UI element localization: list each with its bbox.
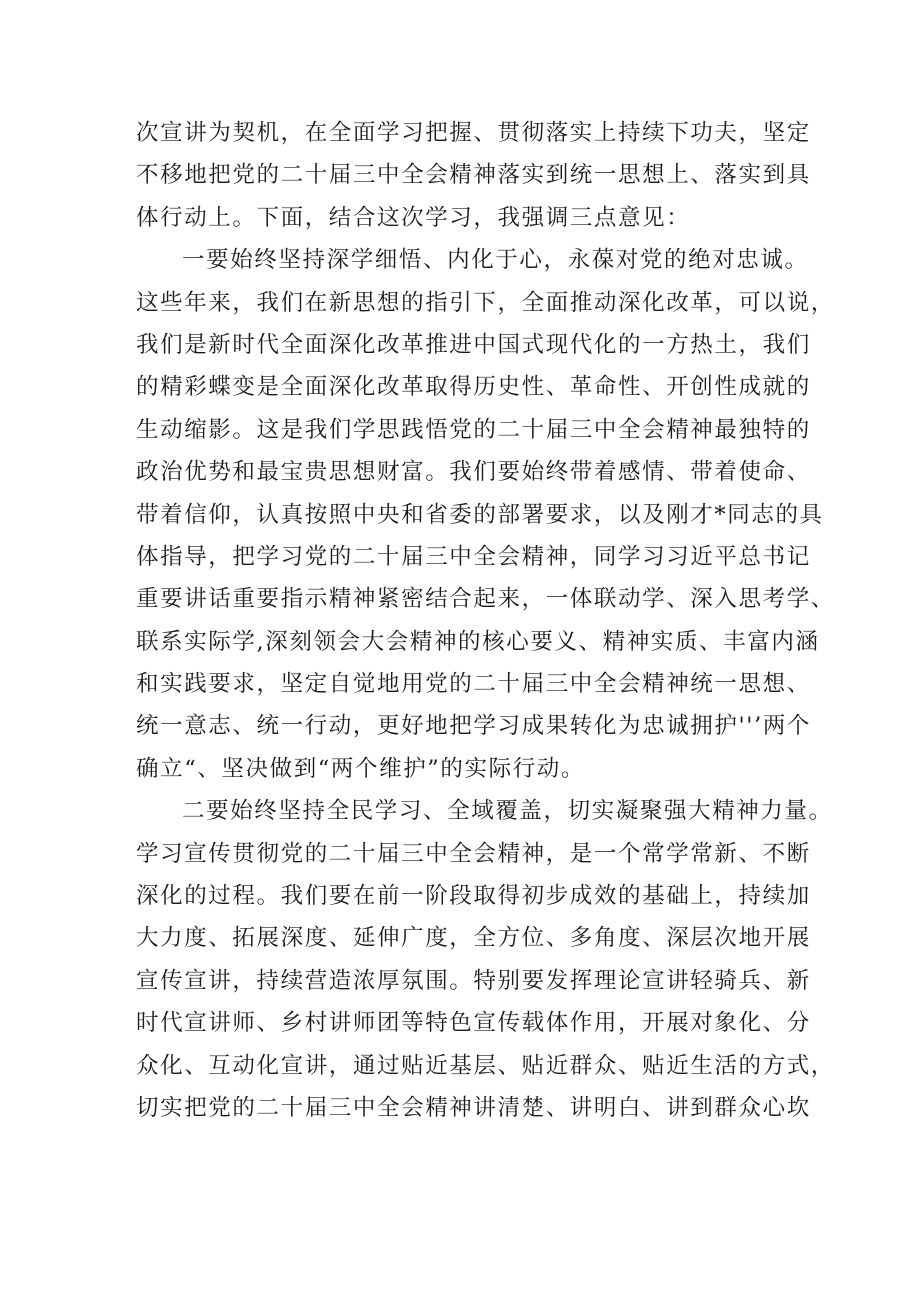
text-line: 体指导，把学习党的二十届三中全会精神，同学习习近平总书记 [136, 543, 811, 570]
text-line: 宣传宣讲，持续营造浓厚氛围。特别要发挥理论宣讲轻骑兵、新 [136, 967, 811, 994]
text-line: 学习宣传贯彻党的二十届三中全会精神，是一个常学常新、不断 [136, 840, 811, 867]
text-line: 时代宣讲师、乡村讲师团等特色宣传载体作用，开展对象化、分 [136, 1010, 811, 1037]
document-body [136, 112, 835, 1129]
text-line: 次宣讲为契机，在全面学习把握、贯彻落实上持续下功夫，坚定 [136, 120, 811, 146]
text-line: 大力度、拓展深度、延伸广度，全方位、多角度、深层次地开展 [136, 925, 811, 952]
text-line: 不移地把党的二十届三中全会精神落实到统一思想上、落实到具 [136, 162, 811, 189]
text-line: 生动缩影。这是我们学思践悟党的二十届三中全会精神最独特的 [136, 416, 811, 443]
text-line: 这些年来，我们在新思想的指引下，全面推动深化改革，可以说， [136, 289, 835, 316]
paragraph-heading-1: 一要始终坚持深学细悟、内化于心，永葆对党的绝对忠诚。 [182, 247, 809, 274]
text-line: 和实践要求，坚定自觉地用党的二十届三中全会精神统一思想、 [136, 671, 811, 698]
text-line: 切实把党的二十届三中全会精神讲清楚、讲明白、讲到群众心坎 [136, 1094, 811, 1121]
paragraph-heading-2: 二要始终坚持全民学习、全域覆盖，切实凝聚强大精神力量。 [182, 798, 833, 825]
text-line: 确立“、坚决做到“两个维护”的实际行动。 [136, 755, 586, 782]
text-line: 统一意志、统一行动，更好地把学习成果转化为忠诚拥护''’两个 [136, 713, 812, 740]
text-line: 联系实际学,深刻领会大会精神的核心要义、精神实质、丰富内涵 [136, 628, 820, 655]
text-line: 带着信仰，认真按照中央和省委的部署要求，以及刚才*同志的具 [136, 501, 824, 528]
text-line: 我们是新时代全面深化改革推进中国式现代化的一方热土，我们 [136, 331, 811, 358]
text-line: 政治优势和最宝贵思想财富。我们要始终带着感情、带着使命、 [136, 459, 811, 486]
text-line: 的精彩蝶变是全面深化改革取得历史性、革命性、开创性成就的 [136, 374, 811, 401]
text-line: 重要讲话重要指示精神紧密结合起来，一体联动学、深入思考学、 [136, 586, 835, 613]
text-line: 深化的过程。我们要在前一阶段取得初步成效的基础上，持续加 [136, 883, 811, 910]
text-line: 体行动上。下面，结合这次学习，我强调三点意见： [136, 204, 691, 231]
text-line: 众化、互动化宣讲，通过贴近基层、贴近群众、贴近生活的方式， [136, 1052, 835, 1079]
